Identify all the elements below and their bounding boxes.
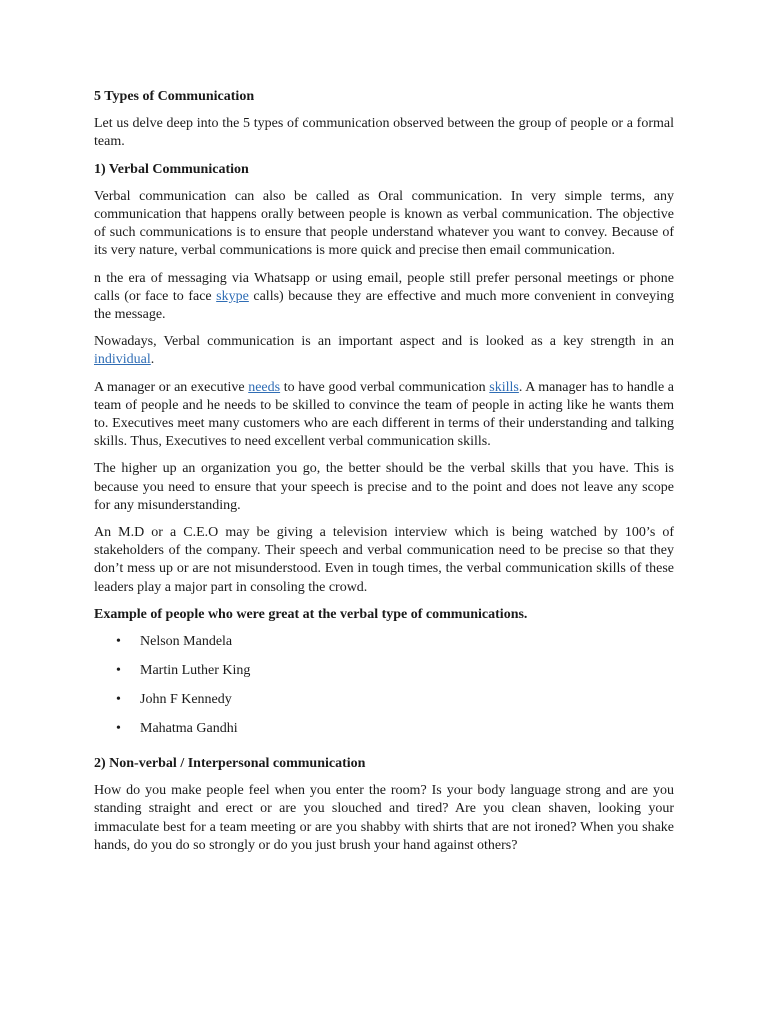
section1-p3-text-a: Nowadays, Verbal communication is an important aspect and is looked as a key strength in an bbox=[94, 334, 674, 350]
section1-p3-text-b: . bbox=[150, 352, 155, 368]
section1-p4-text-a: A manager or an executive bbox=[94, 379, 249, 395]
section1-paragraph-6: An M.D or a C.E.O may be giving a television interview which is being watched by 100’s of stakeholders of the company. Their speech and verbal communication need to be precise so that they don’t mess up or are not misunderstood. Even in tough times, the verbal communication skills of these leaders play a major part in consoling the crowd. bbox=[94, 525, 674, 595]
intro-paragraph: Let us delve deep into the 5 types of communication observed between the group of people or a formal team. bbox=[94, 116, 674, 150]
section1-paragraph-4 bbox=[94, 379, 674, 452]
section1-p4-text-c: . A manager has to handle a team of people and he needs to be skilled to convince the team of people in acting like he wants them to. Executives meet many customers who are each different in terms of their understanding and talking skills. Thus, Executives to need excellent verbal communication skills. bbox=[94, 379, 675, 450]
examples-heading: Example of people who were great at the verbal type of communications. bbox=[94, 606, 528, 622]
section1-p4-text-b: to have good verbal communication bbox=[280, 379, 490, 395]
section1-heading: 1) Verbal Communication bbox=[94, 161, 249, 177]
list-item-label: John F Kennedy bbox=[140, 692, 232, 708]
section1-paragraph-2 bbox=[94, 270, 674, 325]
section1-paragraph-3 bbox=[94, 333, 674, 369]
section2-paragraph-1: How do you make people feel when you enter the room? Is your body language strong and are you standing straight and erect or are you slouched and tired? Are you clean shaven, looking your immaculate best for a team meeting or are you shabby with shirts that are not ironed? When you shake hands, do you do so strongly or do you just brush your hand against others? bbox=[94, 783, 674, 853]
individual-link[interactable]: individual bbox=[94, 352, 151, 368]
document-title: 5 Types of Communication bbox=[94, 89, 255, 104]
skype-link[interactable]: skype bbox=[216, 288, 249, 304]
section1-paragraph-1: Verbal communication can also be called as Oral communication. In very simple terms, any communication that happens orally between people is known as verbal communication. The objective of such communications is to ensure that people understand whatever you want to convey. Because of its very nature, verbal communications is more quick and precise then email communication. bbox=[94, 188, 674, 259]
bullet-icon: • bbox=[116, 692, 121, 708]
list-item bbox=[94, 633, 674, 662]
examples-list bbox=[94, 633, 674, 749]
bullet-icon: • bbox=[116, 634, 121, 650]
list-item bbox=[94, 691, 674, 720]
bullet-icon: • bbox=[116, 663, 121, 679]
needs-link[interactable]: needs bbox=[248, 379, 281, 395]
skills-link[interactable]: skills bbox=[489, 379, 519, 395]
list-item-label: Martin Luther King bbox=[140, 663, 251, 679]
section1-p2-text-a: n the era of messaging via Whatsapp or using email, people still prefer personal meetings or phone calls (or face to face bbox=[94, 270, 674, 304]
section2-heading: 2) Non-verbal / Interpersonal communication bbox=[94, 756, 366, 772]
list-item bbox=[94, 662, 674, 691]
list-item-label: Nelson Mandela bbox=[140, 634, 233, 650]
list-item bbox=[94, 720, 674, 749]
list-item-label: Mahatma Gandhi bbox=[140, 721, 238, 737]
bullet-icon: • bbox=[116, 721, 121, 737]
section1-p2-text-b: calls) because they are effective and much more convenient in conveying the message. bbox=[94, 288, 674, 323]
section1-paragraph-5: The higher up an organization you go, the better should be the verbal skills that you have. This is because you need to ensure that your speech is precise and to the point and does not leave any scope for any misunderstanding. bbox=[94, 461, 674, 513]
